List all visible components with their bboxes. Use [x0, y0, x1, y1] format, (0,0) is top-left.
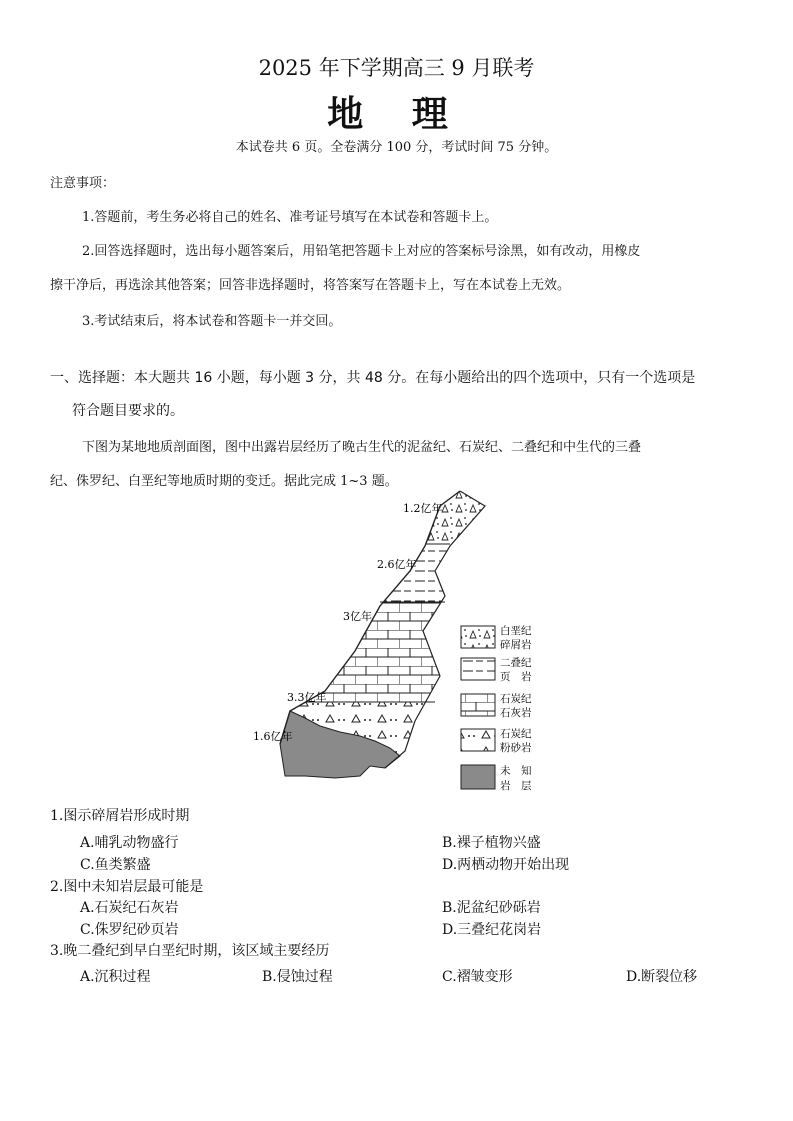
question-1-option-a: A.哺乳动物盛行: [80, 835, 179, 851]
notice-heading: 注意事项：: [50, 176, 116, 191]
legend-2-line1: 二叠纪: [500, 657, 532, 669]
question-3-option-d: D.断裂位移: [626, 969, 698, 985]
question-2-option-b: B.泥盆纪砂砾岩: [442, 900, 541, 916]
legend-3-line1: 石炭纪: [500, 693, 532, 705]
question-2-option-c: C.侏罗纪砂页岩: [80, 922, 179, 938]
age-label-4: 3.3亿年: [287, 691, 327, 704]
question-3-option-b: B.侵蚀过程: [262, 969, 333, 985]
question-1-option-d: D.两栖动物开始出现: [442, 857, 570, 873]
legend-3-line2: 石灰岩: [500, 707, 532, 719]
legend-4-line1: 石炭纪: [500, 728, 532, 740]
question-1-stem: 1.图示碎屑岩形成时期: [50, 808, 190, 824]
intro-line2: 纪、侏罗纪、白垩纪等地质时期的变迁。据此完成 1~3 题。: [50, 474, 398, 489]
notice-item-3: 3.考试结束后，将本试卷和答题卡一并交回。: [82, 314, 342, 329]
exam-info: 本试卷共 6 页。全卷满分 100 分，考试时间 75 分钟。: [235, 140, 558, 155]
geologic-section-figure: [245, 486, 555, 801]
notice-item-2-line2: 擦干净后，再选涂其他答案；回答非选择题时，将答案写在答题卡上，写在本试卷上无效。: [50, 278, 571, 293]
exam-title: 2025 年下学期高三 9 月联考: [258, 56, 535, 80]
legend-4-line2: 粉砂岩: [500, 742, 532, 754]
age-label-5: 1.6亿年: [253, 730, 293, 743]
legend-5-line2: 岩 层: [500, 780, 532, 792]
question-2-option-a: A.石炭纪石灰岩: [80, 900, 179, 916]
age-label-1: 1.2亿年: [403, 502, 443, 515]
legend-1-line1: 白垩纪: [500, 625, 532, 637]
question-3-option-a: A.沉积过程: [80, 969, 151, 985]
subject-title: 地 理: [327, 93, 466, 135]
age-label-3: 3亿年: [343, 610, 372, 623]
legend-5-line1: 未 知: [500, 765, 532, 777]
question-3-stem: 3.晚二叠纪到早白垩纪时期，该区域主要经历: [50, 943, 330, 959]
section1-heading-line1: 一、选择题：本大题共 16 小题，每小题 3 分，共 48 分。在每小题给出的四个选项中，只有一个选项是: [50, 370, 696, 386]
question-1-option-c: C.鱼类繁盛: [80, 857, 151, 873]
question-1-option-b: B.裸子植物兴盛: [442, 835, 541, 851]
figure-legend: [461, 624, 532, 792]
section1-heading-line2: 符合题目要求的。: [72, 403, 184, 419]
question-2-option-d: D.三叠纪花岗岩: [442, 922, 542, 938]
legend-1-line2: 碎屑岩: [500, 639, 532, 651]
age-label-2: 2.6亿年: [377, 558, 417, 571]
notice-item-2-line1: 2.回答选择题时，选出每小题答案后，用铅笔把答题卡上对应的答案标号涂黑，如有改动，用橡皮: [82, 244, 641, 259]
notice-item-1: 1.答题前，考生务必将自己的姓名、准考证号填写在本试卷和答题卡上。: [82, 210, 498, 225]
question-2-stem: 2.图中未知岩层最可能是: [50, 879, 204, 895]
legend-2-line2: 页 岩: [500, 671, 532, 683]
question-3-option-c: C.褶皱变形: [442, 969, 513, 985]
intro-line1: 下图为某地地质剖面图，图中出露岩层经历了晚古生代的泥盆纪、石炭纪、二叠纪和中生代的三叠: [82, 440, 642, 455]
